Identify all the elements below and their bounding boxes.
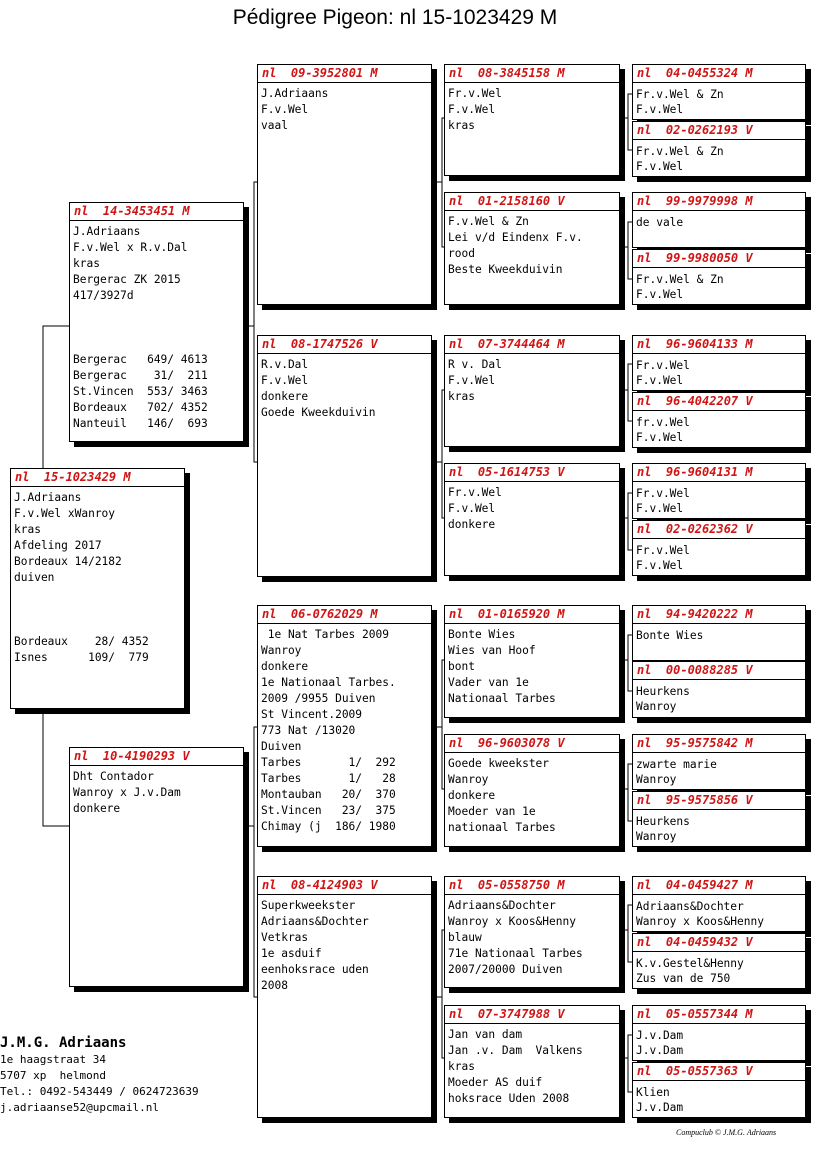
ring-number: nl 04-0459427 M (633, 877, 805, 895)
pigeon-info-line: Fr.v.Wel (636, 544, 690, 557)
pigeon-card-mmm (444, 1005, 620, 1118)
page-title: Pédigree Pigeon: nl 15-1023429 M (232, 6, 558, 29)
pigeon-info-line: F.v.Wel (636, 559, 684, 572)
ring-number: nl 15-1023429 M (11, 469, 184, 487)
ring-number: nl 05-0557363 V (633, 1063, 805, 1081)
pigeon-card-g11 (632, 734, 806, 790)
pigeon-info-line: F.v.Wel (448, 374, 496, 387)
pigeon-info-line: duiven (14, 571, 55, 584)
pigeon-card-mother (69, 747, 244, 987)
race-result-line: St.Vincen 553/ 3463 (73, 385, 208, 398)
pigeon-info-line: Wanroy (636, 830, 677, 843)
pigeon-info-line: F.v.Wel & Zn (448, 215, 529, 228)
pigeon-card-mfm (444, 734, 620, 847)
results-spacer (14, 586, 184, 634)
pigeon-info-line: F.v.Wel (636, 374, 684, 387)
pigeon-info-line: F.v.Wel (448, 502, 496, 515)
pigeon-info-line: donkere (73, 802, 121, 815)
ring-number: nl 08-1747526 V (258, 336, 431, 354)
pigeon-info-line: R v. Dal (448, 358, 502, 371)
ring-number: nl 07-3747988 V (445, 1006, 619, 1024)
race-result-line: Bordeaux 702/ 4352 (73, 401, 208, 414)
ring-number: nl 07-3744464 M (445, 336, 619, 354)
pigeon-info-line: Goede Kweekduivin (261, 406, 376, 419)
pigeon-card-g14 (632, 933, 806, 989)
pigeon-card-g1 (632, 64, 806, 120)
pigeon-info-line: rood (448, 247, 475, 260)
pigeon-info-line: donkere (448, 518, 496, 531)
pigeon-info-line: vaal (261, 119, 288, 132)
owner-name: J.M.G. Adriaans (0, 1035, 127, 1051)
pigeon-info-line: Afdeling 2017 (14, 539, 102, 552)
pigeon-info-line: Superkweekster (261, 899, 356, 912)
ring-number: nl 05-0557344 M (633, 1006, 805, 1024)
pigeon-card-mff (444, 605, 620, 718)
pigeon-info-line: Fr.v.Wel & Zn (636, 88, 724, 101)
pigeon-info-line: Adriaans&Dochter (636, 900, 744, 913)
ring-number: nl 04-0459432 V (633, 934, 805, 952)
pigeon-info-line: kras (448, 390, 475, 403)
ring-number: nl 08-3845158 M (445, 65, 619, 83)
pigeon-info-line: Fr.v.Wel (636, 359, 690, 372)
pigeon-card-g3 (632, 192, 806, 248)
pigeon-info-line: Heurkens (636, 815, 690, 828)
pigeon-info-line: Klien (636, 1086, 670, 1099)
ring-number: nl 00-0088285 V (633, 662, 805, 680)
pigeon-info-line: Fr.v.Wel (448, 87, 502, 100)
pigeon-info-line: Bonte Wies (636, 629, 704, 642)
pigeon-info-line: Tarbes 1/ 28 (261, 772, 396, 785)
race-result-line: Bergerac 649/ 4613 (73, 353, 208, 366)
pigeon-info-line: Wanroy x Koos&Henny (636, 915, 764, 928)
pigeon-card-g4 (632, 249, 806, 305)
race-result-line: Bergerac 31/ 211 (73, 369, 208, 382)
ring-number: nl 94-9420222 M (633, 606, 805, 624)
pigeon-info-line: Wanroy x J.v.Dam (73, 786, 181, 799)
pigeon-info-line: F.v.Wel (448, 103, 496, 116)
pigeon-info-line: F.v.Wel (636, 103, 684, 116)
pigeon-card-g8 (632, 520, 806, 576)
race-result-line: Bordeaux 28/ 4352 (14, 635, 149, 648)
pigeon-card-g2 (632, 121, 806, 177)
pigeon-card-fmf (444, 335, 620, 447)
pigeon-info-line: Tarbes 1/ 292 (261, 756, 396, 769)
ring-number: nl 99-9979998 M (633, 193, 805, 211)
pigeon-info-line: Heurkens (636, 685, 690, 698)
pigeon-card-g15 (632, 1005, 806, 1061)
pigeon-info-line: fr.v.Wel (636, 416, 690, 429)
race-result-line: Nanteuil 146/ 693 (73, 417, 208, 430)
pigeon-card-g6 (632, 392, 806, 448)
pigeon-info-line: J.Adriaans (261, 87, 329, 100)
pigeon-card-fm (257, 335, 432, 577)
pigeon-info-line: Nationaal Tarbes (448, 692, 556, 705)
footer-credit: Compuclub © J.M.G. Adriaans (676, 1128, 777, 1137)
ring-number: nl 96-9604131 M (633, 464, 805, 482)
owner-phone: Tel.: 0492-543449 / 0624723639 (0, 1085, 199, 1098)
ring-number: nl 95-9575856 V (633, 792, 805, 810)
pigeon-info-line: 2009 /9955 Duiven (261, 692, 376, 705)
pigeon-info-line: F.v.Wel (636, 160, 684, 173)
pigeon-card-g7 (632, 463, 806, 519)
ring-number: nl 96-9604133 M (633, 336, 805, 354)
pigeon-info-line: F.v.Wel (636, 288, 684, 301)
pigeon-card-g5 (632, 335, 806, 391)
pigeon-card-mmf (444, 876, 620, 988)
ring-number: nl 05-0558750 M (445, 877, 619, 895)
pigeon-info-line: Adriaans&Dochter (448, 899, 556, 912)
pigeon-info-line: Wanroy (636, 773, 677, 786)
pigeon-info-line: Dht Contador (73, 770, 154, 783)
pigeon-info-line: Adriaans&Dochter (261, 915, 369, 928)
pigeon-info-line: J.v.Dam (636, 1029, 684, 1042)
pigeon-card-g10 (632, 661, 806, 718)
owner-email: j.adriaanse52@upcmail.nl (0, 1101, 159, 1114)
pigeon-card-fff (444, 64, 620, 176)
pigeon-info-line: kras (14, 523, 41, 536)
pigeon-info-line: 773 Nat /13020 (261, 724, 356, 737)
pigeon-info-line: F.v.Wel xWanroy (14, 507, 116, 520)
pigeon-info-line: blauw (448, 931, 482, 944)
ring-number: nl 01-2158160 V (445, 193, 619, 211)
ring-number: nl 06-0762029 M (258, 606, 431, 624)
pigeon-info-line: Goede kweekster (448, 757, 550, 770)
pigeon-info-line: Bordeaux 14/2182 (14, 555, 122, 568)
race-result-line: Isnes 109/ 779 (14, 651, 149, 664)
pigeon-card-mf (257, 605, 432, 847)
pigeon-info-line: Beste Kweekduivin (448, 263, 563, 276)
ring-number: nl 09-3952801 M (258, 65, 431, 83)
pigeon-info-line: Wanroy (261, 644, 302, 657)
ring-number: nl 02-0262362 V (633, 521, 805, 539)
pigeon-info-line: F.v.Wel (261, 374, 309, 387)
pigeon-info-line: de vale (636, 216, 684, 229)
owner-city: 5707 xp helmond (0, 1069, 106, 1082)
pigeon-info-line: J.Adriaans (73, 225, 141, 238)
pigeon-info-line: 2007/20000 Duiven (448, 963, 563, 976)
pigeon-info-line: 71e Nationaal Tarbes (448, 947, 583, 960)
pigeon-info-line: 417/3927d (73, 289, 134, 302)
pigeon-info-line: Bergerac ZK 2015 (73, 273, 181, 286)
pigeon-info-line: 1e Nat Tarbes 2009 (261, 628, 389, 641)
pigeon-info-line: Bonte Wies (448, 628, 516, 641)
pigeon-info-line: K.v.Gestel&Henny (636, 957, 744, 970)
pigeon-info-line: Moeder AS duif (448, 1076, 543, 1089)
pigeon-info-line: nationaal Tarbes (448, 821, 556, 834)
pigeon-info-line: Vetkras (261, 931, 309, 944)
ring-number: nl 04-0455324 M (633, 65, 805, 83)
ring-number: nl 08-4124903 V (258, 877, 431, 895)
pigeon-info-line: donkere (261, 390, 309, 403)
pigeon-info-line: Fr.v.Wel & Zn (636, 273, 724, 286)
ring-number: nl 95-9575842 M (633, 735, 805, 753)
ring-number: nl 99-9980050 V (633, 250, 805, 268)
pigeon-info-line: J.Adriaans (14, 491, 82, 504)
pigeon-info-line: R.v.Dal (261, 358, 309, 371)
pigeon-info-line: Lei v/d Eindenx F.v. (448, 231, 583, 244)
pigeon-info-line: J.v.Dam (636, 1101, 684, 1114)
pigeon-info-line: hoksrace Uden 2008 (448, 1092, 570, 1105)
pigeon-card-g16 (632, 1062, 806, 1118)
pigeon-card-subject (10, 468, 185, 709)
pigeon-info-line: 1e asduif (261, 947, 322, 960)
pigeon-info-line: Zus van de 750 (636, 972, 731, 985)
pigeon-card-ffm (444, 192, 620, 305)
ring-number: nl 01-0165920 M (445, 606, 619, 624)
owner-address: 1e haagstraat 34 (0, 1053, 106, 1066)
pigeon-info-line: Wanroy (448, 773, 489, 786)
pigeon-info-line: Moeder van 1e (448, 805, 536, 818)
pigeon-info-line: Duiven (261, 740, 302, 753)
pigeon-info-line: St Vincent.2009 (261, 708, 363, 721)
pigeon-info-line: Chimay (j 186/ 1980 (261, 820, 396, 833)
pigeon-info-line: Wies van Hoof (448, 644, 536, 657)
ring-number: nl 02-0262193 V (633, 122, 805, 140)
ring-number: nl 96-9603078 V (445, 735, 619, 753)
pigeon-info-line: zwarte marie (636, 758, 717, 771)
pigeon-info-line: kras (448, 119, 475, 132)
pigeon-info-line: 1e Nationaal Tarbes. (261, 676, 396, 689)
ring-number: nl 96-4042207 V (633, 393, 805, 411)
pigeon-info-line: Wanroy x Koos&Henny (448, 915, 576, 928)
pigeon-card-father (69, 202, 244, 442)
ring-number: nl 10-4190293 V (70, 748, 243, 766)
pigeon-info-line: F.v.Wel (261, 103, 309, 116)
pigeon-info-line: Jan van dam (448, 1028, 523, 1041)
results-spacer (73, 304, 243, 352)
pigeon-info-line: Fr.v.Wel (448, 486, 502, 499)
pigeon-info-line: Fr.v.Wel & Zn (636, 145, 724, 158)
pigeon-info-line: Wanroy (636, 700, 677, 713)
pigeon-info-line: Vader van 1e (448, 676, 529, 689)
pigeon-info-line: bont (448, 660, 475, 673)
pigeon-card-g12 (632, 791, 806, 847)
pigeon-info-line: St.Vincen 23/ 375 (261, 804, 396, 817)
pigeon-info-line: kras (448, 1060, 475, 1073)
owner-info (0, 1034, 199, 1116)
pigeon-info-line: Montauban 20/ 370 (261, 788, 396, 801)
pigeon-info-line: J.v.Dam (636, 1044, 684, 1057)
ring-number: nl 14-3453451 M (70, 203, 243, 221)
pigeon-card-mm (257, 876, 432, 1118)
ring-number: nl 05-1614753 V (445, 464, 619, 482)
pigeon-info-line: F.v.Wel (636, 431, 684, 444)
pigeon-card-g13 (632, 876, 806, 932)
pigeon-info-line: F.v.Wel x R.v.Dal (73, 241, 188, 254)
pigeon-info-line: donkere (448, 789, 496, 802)
pigeon-info-line: kras (73, 257, 100, 270)
pigeon-card-fmm (444, 463, 620, 576)
pigeon-info-line: F.v.Wel (636, 502, 684, 515)
pigeon-card-g9 (632, 605, 806, 661)
pigeon-info-line: Jan .v. Dam Valkens (448, 1044, 583, 1057)
pigeon-info-line: eenhoksrace uden (261, 963, 369, 976)
pigeon-info-line: 2008 (261, 979, 288, 992)
pigeon-card-ff (257, 64, 432, 305)
pigeon-info-line: donkere (261, 660, 309, 673)
pigeon-info-line: Fr.v.Wel (636, 487, 690, 500)
